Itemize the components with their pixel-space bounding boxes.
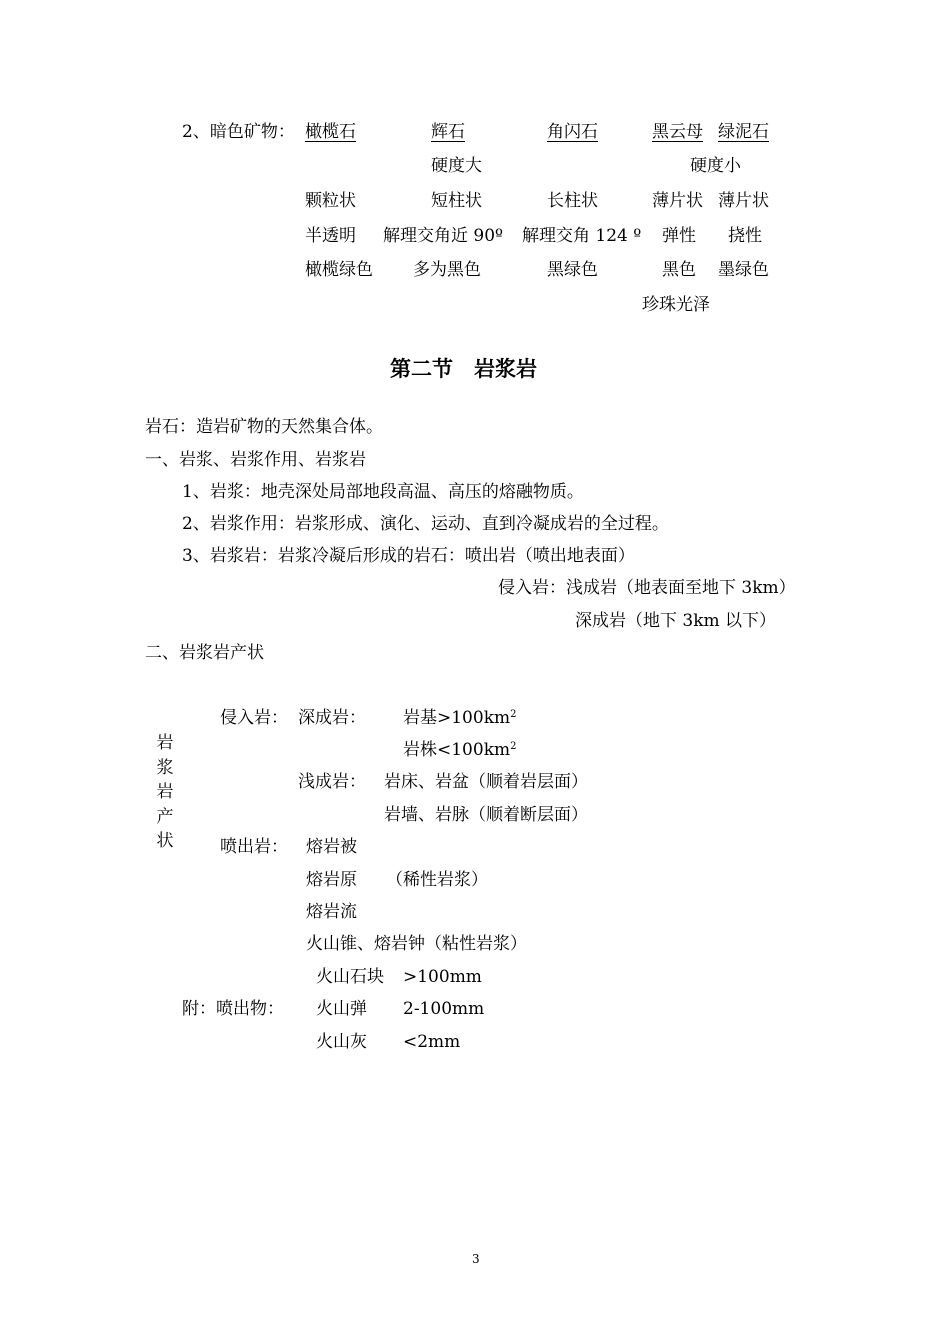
lava-plateau-text: 熔岩原 bbox=[306, 870, 357, 890]
part1-intrusive-shallow: 侵入岩：浅成岩（地表面至地下 3km） bbox=[498, 578, 796, 598]
color-biotite: 黑色 bbox=[662, 260, 696, 280]
prop-chlorite: 挠性 bbox=[728, 226, 762, 246]
hardness-big-text: 硬度大 bbox=[431, 156, 482, 176]
page-number: 3 bbox=[472, 1252, 480, 1266]
part1-deep: 深成岩（地下 3km 以下） bbox=[575, 611, 777, 631]
hardness-small-text: 硬度小 bbox=[690, 156, 741, 176]
shallow-label: 浅成岩： bbox=[298, 772, 366, 792]
shape-olivine: 颗粒状 bbox=[305, 191, 356, 211]
prop-amphibole: 解理交角 124 º bbox=[522, 226, 642, 246]
color-pyroxene: 多为黑色 bbox=[413, 260, 481, 280]
mineral-name-olivine: 橄榄石 bbox=[305, 122, 356, 142]
part1-item-magmatic-rock: 3、岩浆岩：岩浆冷凝后形成的岩石：喷出岩（喷出地表面） bbox=[182, 546, 635, 566]
ejecta-size-ash: <2mm bbox=[403, 1032, 461, 1052]
shape-pyroxene: 短柱状 bbox=[431, 191, 482, 211]
mineral-name-pyroxene: 辉石 bbox=[431, 122, 465, 142]
vertical-label: 岩 浆 岩 产 状 bbox=[156, 733, 174, 851]
color-chlorite: 墨绿色 bbox=[718, 260, 769, 280]
color-amphibole: 黑绿色 bbox=[547, 260, 598, 280]
part1-heading: 一、岩浆、岩浆作用、岩浆岩 bbox=[145, 450, 366, 470]
prop-pyroxene: 解理交角近 90º bbox=[383, 226, 504, 246]
intrusive-label: 侵入岩： bbox=[220, 708, 288, 728]
lava-plateau-note: （稀性岩浆） bbox=[386, 870, 488, 890]
color-olivine: 橄榄绿色 bbox=[305, 260, 373, 280]
ejecta-size-bomb: 2-100mm bbox=[403, 999, 485, 1019]
lava-flow-text: 熔岩流 bbox=[306, 902, 357, 922]
mineral-name-chlorite: 绿泥石 bbox=[718, 122, 769, 142]
ejecta-name-bomb: 火山弹 bbox=[316, 999, 367, 1019]
appendix-label: 附：喷出物： bbox=[182, 999, 284, 1019]
section-title: 第二节 岩浆岩 bbox=[390, 357, 537, 381]
sill-text: 岩床、岩盆（顺着岩层面） bbox=[384, 772, 588, 792]
stock-text: 岩株$<100km^2$ bbox=[403, 740, 517, 760]
prop-olivine: 半透明 bbox=[305, 226, 356, 246]
prop-biotite: 弹性 bbox=[662, 226, 696, 246]
volcano-text: 火山锥、熔岩钟（粘性岩浆） bbox=[306, 934, 527, 954]
shape-amphibole: 长柱状 bbox=[547, 191, 598, 211]
mineral-name-biotite: 黑云母 bbox=[652, 122, 703, 142]
dike-text: 岩墙、岩脉（顺着断层面） bbox=[384, 805, 588, 825]
batholith-text: 岩基$>100km^2$ bbox=[403, 708, 517, 728]
ejecta-name-block: 火山石块 bbox=[316, 967, 384, 987]
rock-definition: 岩石：造岩矿物的天然集合体。 bbox=[145, 417, 383, 437]
lava-sheet-text: 熔岩被 bbox=[306, 837, 357, 857]
luster-text: 珍珠光泽 bbox=[642, 295, 710, 315]
mineral-name-amphibole: 角闪石 bbox=[547, 122, 598, 142]
part2-heading: 二、岩浆岩产状 bbox=[145, 643, 264, 663]
part1-item-magma: 1、岩浆：地壳深处局部地段高温、高压的熔融物质。 bbox=[182, 482, 584, 502]
shape-chlorite: 薄片状 bbox=[718, 191, 769, 211]
ejecta-name-ash: 火山灰 bbox=[316, 1032, 367, 1052]
ejecta-size-block: >100mm bbox=[403, 967, 482, 987]
part1-item-magmatism: 2、岩浆作用：岩浆形成、演化、运动、直到冷凝成岩的全过程。 bbox=[182, 514, 669, 534]
extrusive-label: 喷出岩： bbox=[220, 837, 288, 857]
shape-biotite: 薄片状 bbox=[652, 191, 703, 211]
dark-minerals-label: 2、暗色矿物： bbox=[182, 122, 295, 142]
deep-label: 深成岩： bbox=[298, 708, 366, 728]
